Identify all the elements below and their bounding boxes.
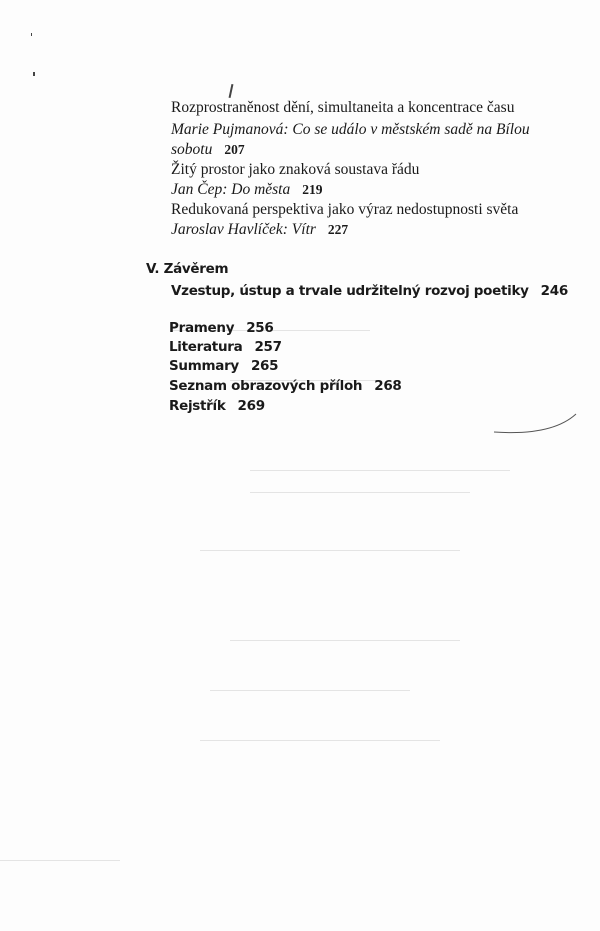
toc-back-matter-item — [169, 378, 402, 394]
toc-page-number: 265 — [250, 358, 279, 374]
toc-back-matter-label: Literatura — [169, 339, 243, 355]
speck-mark — [31, 33, 32, 36]
pencil-curve-mark — [492, 412, 582, 438]
show-through-line — [200, 550, 460, 551]
show-through-line — [230, 640, 460, 641]
toc-back-matter-item — [169, 339, 282, 355]
toc-author-work-row — [171, 180, 323, 200]
show-through-line — [250, 470, 510, 471]
toc-back-matter-label: Rejstřík — [169, 398, 226, 414]
toc-author-work-row — [171, 220, 348, 240]
toc-chapter-heading: V. Závěrem — [146, 261, 229, 277]
toc-page-number: 257 — [254, 339, 282, 355]
toc-page-number: 256 — [246, 320, 274, 336]
toc-author-work-line2: sobotu — [171, 141, 213, 158]
toc-entry-title: Vzestup, ústup a trvale udržitelný rozvoj poetiky — [171, 283, 529, 299]
toc-author-work-continued — [171, 140, 245, 160]
toc-back-matter-item — [169, 358, 278, 374]
pencil-mark — [229, 84, 234, 98]
show-through-line — [0, 860, 120, 861]
toc-back-matter-label: Summary — [169, 358, 239, 374]
toc-back-matter-label: Seznam obrazových příloh — [169, 378, 363, 394]
toc-author-work: Jaroslav Havlíček: Vítr — [171, 221, 316, 238]
show-through-line — [250, 492, 470, 493]
toc-chapter-entry — [171, 283, 568, 299]
toc-subsection-title: Rozprostraněnost dění, simultaneita a koncentrace času — [171, 99, 515, 116]
toc-page-number: 227 — [327, 222, 349, 237]
toc-page-number: 207 — [224, 142, 245, 157]
toc-back-matter-item — [169, 398, 265, 414]
toc-author-work: Marie Pujmanová: Co se událo v městském sadě na Bílou — [171, 121, 530, 138]
toc-subsection-title: Žitý prostor jako znaková soustava řádu — [171, 161, 420, 178]
toc-page-number: 268 — [374, 378, 402, 394]
toc-page-number: 246 — [540, 283, 568, 299]
speck-mark — [33, 72, 35, 76]
toc-back-matter-item — [169, 320, 273, 336]
show-through-line — [200, 740, 440, 741]
toc-subsection-title: Redukovaná perspektiva jako výraz nedostupnosti světa — [171, 201, 519, 218]
toc-author-work: Jan Čep: Do města — [171, 181, 291, 198]
show-through-line — [210, 690, 410, 691]
toc-page-number: 269 — [237, 398, 265, 414]
toc-back-matter-label: Prameny — [169, 320, 235, 336]
toc-page-number: 219 — [302, 182, 323, 197]
